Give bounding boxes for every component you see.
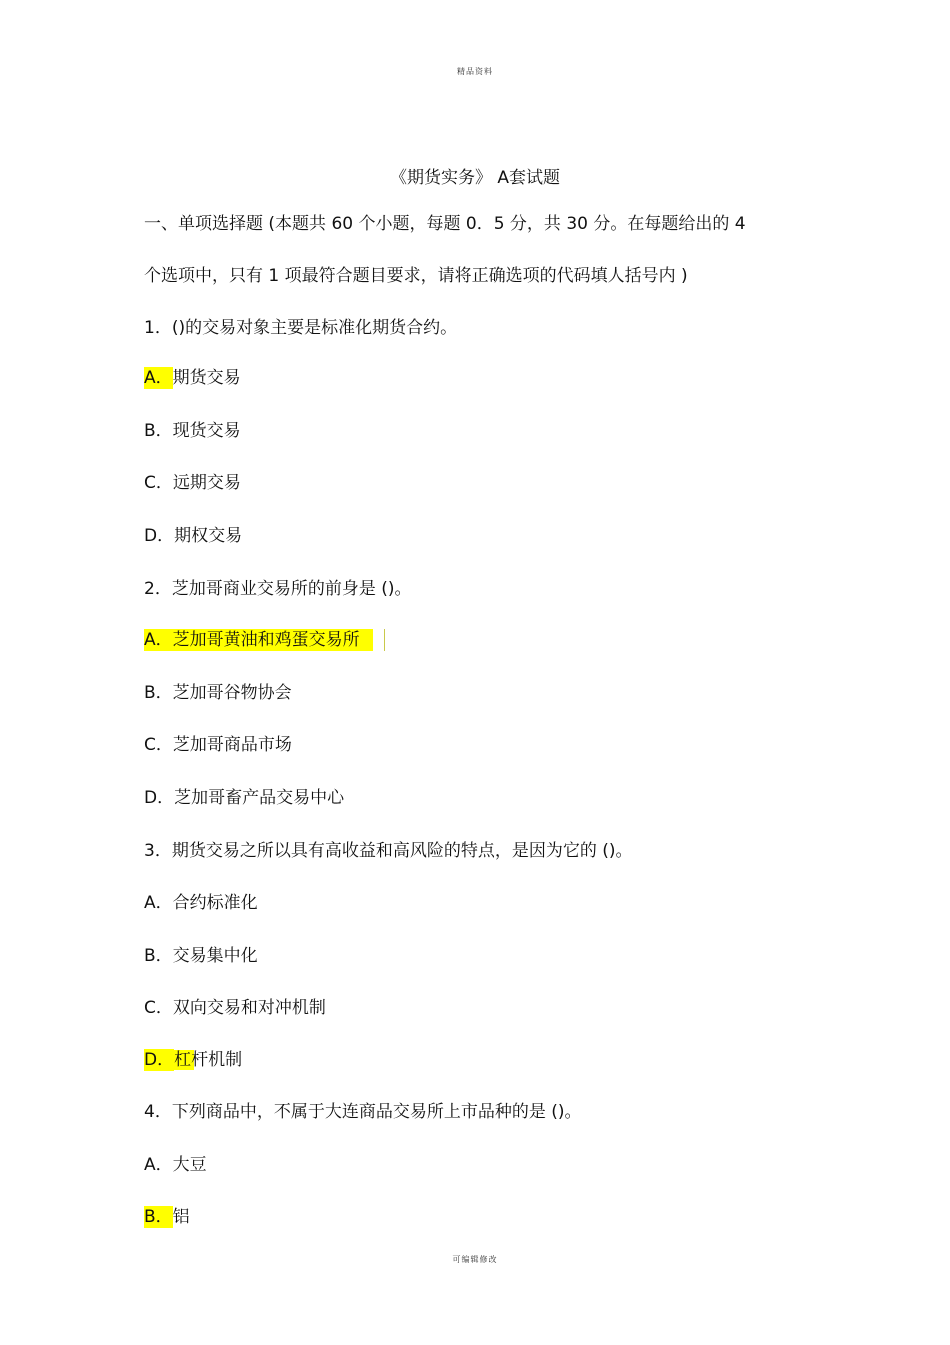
option-text: 铝: [172, 1207, 190, 1227]
option-prefix: B．: [144, 421, 173, 441]
question-3-stem: 3．期货交易之所以具有高收益和高风险的特点，是因为它的 ()。: [144, 841, 633, 861]
question-2-option-c: [144, 734, 292, 756]
question-2-stem: 2．芝加哥商业交易所的前身是 ()。: [144, 579, 412, 599]
question-1-option-d: [144, 525, 242, 547]
option-text-highlighted: 期货交易: [172, 368, 241, 388]
option-prefix-highlighted: A．: [144, 368, 173, 388]
header-note: 精品资料: [457, 67, 493, 76]
option-prefix-highlighted: B．: [144, 1207, 173, 1227]
section-instructions-line-1: 一、单项选择题 (本题共 60 个小题，每题 0．5 分，共 30 分。在每题给出的 4: [144, 214, 746, 234]
option-text: 合约标准化: [172, 893, 258, 913]
section-instructions-line-2: 个选项中，只有 1 项最符合题目要求，请将正确选项的代码填人括号内 ): [144, 266, 688, 286]
option-prefix: C．: [144, 735, 173, 755]
option-text: 双向交易和对冲机制: [172, 998, 326, 1018]
question-3-option-c: [144, 997, 326, 1019]
question-3-option-d: [144, 1049, 242, 1071]
highlight-edge-mark: [384, 629, 385, 651]
option-prefix: B．: [144, 946, 173, 966]
option-text: 交易集中化: [172, 946, 258, 966]
question-1-option-b: [144, 420, 241, 442]
question-3-option-b: [144, 945, 258, 967]
option-text: 现货交易: [172, 421, 241, 441]
option-text: 远期交易: [172, 473, 241, 493]
question-2-option-b: [144, 682, 292, 704]
option-text-highlighted: 芝加哥黄油和鸡蛋交易所: [173, 629, 373, 651]
option-text: 期权交易: [174, 526, 243, 546]
question-2-option-a: [144, 629, 373, 651]
option-prefix: A．: [144, 1155, 173, 1175]
option-text-partially-highlighted: 杠杆机制: [174, 1050, 243, 1070]
question-2-option-d: [144, 787, 344, 809]
option-text: 芝加哥商品市场: [172, 735, 292, 755]
option-prefix: D．: [144, 526, 175, 546]
question-1-option-c: [144, 472, 241, 494]
question-1-option-a: [144, 367, 241, 389]
question-4-option-b: [144, 1206, 190, 1228]
option-prefix: D．: [144, 788, 175, 808]
question-3-option-a: [144, 892, 258, 914]
option-prefix-highlighted: D．: [144, 1050, 175, 1070]
footer-note: 可编辑修改: [452, 1255, 498, 1264]
option-text: 芝加哥畜产品交易中心: [174, 788, 345, 808]
option-prefix: C．: [144, 473, 173, 493]
question-4-option-a: [144, 1154, 207, 1176]
question-4-stem: 4．下列商品中，不属于大连商品交易所上市品种的是 ()。: [144, 1102, 582, 1122]
page-title: 《期货实务》 A套试题: [389, 168, 561, 188]
option-prefix-highlighted: A．: [144, 630, 173, 650]
option-text: 芝加哥谷物协会: [172, 683, 292, 703]
option-prefix: A．: [144, 893, 173, 913]
option-prefix: C．: [144, 998, 173, 1018]
option-text: 大豆: [172, 1155, 207, 1175]
option-prefix: B．: [144, 683, 173, 703]
question-1-stem: 1．()的交易对象主要是标准化期货合约。: [144, 318, 458, 338]
